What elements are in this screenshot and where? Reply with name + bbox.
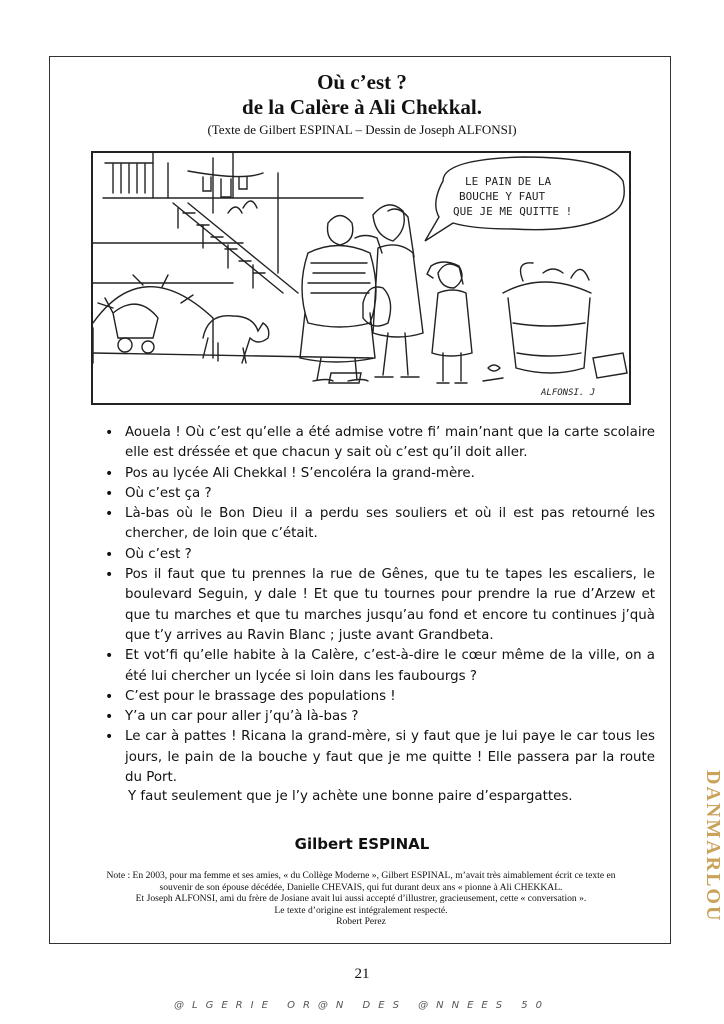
dialog-line: • C’est pour le brassage des populations !: [103, 687, 655, 707]
closing-line: Y faut seulement que je l’y achète une bonne paire d’espargattes.: [128, 789, 573, 804]
cartoon-drawing: [93, 153, 629, 403]
side-watermark: DANMARLOU: [702, 770, 724, 923]
note-line: Le texte d’origine est intégralement respecté.: [274, 904, 448, 916]
dialog-list: [103, 423, 655, 788]
dialog-line: • Pos au lycée Ali Chekkal ! S’encoléra la grand-mère.: [103, 464, 655, 484]
credit-line: (Texte de Gilbert ESPINAL – Dessin de Joseph ALFONSI): [207, 122, 517, 137]
dialog-line: • Aouela ! Où c’est qu’elle a été admise votre fi’ main’nant que la carte scolaire elle est dréssée et que chacun y sait où c’est qu’il doit aller.: [103, 423, 655, 464]
title-line-1: Où c’est ?: [317, 70, 407, 94]
note-line: souvenir de son épouse décédée, Danielle CHEVAIS, qui fut durant deux ans « pionne à Ali CHEKKAL.: [159, 881, 563, 893]
dialog-line: • Et vot’fi qu’elle habite à la Calère, c’est-à-dire le cœur même de la ville, on a été lui chercher un lycée si loin dans les faubourgs ?: [103, 646, 655, 687]
bubble-line-1: LE PAIN DE LA: [465, 175, 552, 188]
dialog-line: • Là-bas où le Bon Dieu il a perdu ses souliers et où il est pas retourné les chercher, de loin que c’était.: [103, 504, 655, 545]
page-footer: @LGERIE OR@N DES @NNEES 50: [174, 1000, 550, 1011]
note-line: Et Joseph ALFONSI, ami du frère de Josiane avait lui aussi accepté d’illustrer, gracieusement, cette « conversation ».: [135, 893, 587, 905]
dialog-line: • Y’a un car pour aller j’qu’à là-bas ?: [103, 707, 655, 727]
editor-note: [64, 870, 658, 928]
cartoon-illustration: [91, 151, 631, 405]
bubble-line-3: QUE JE ME QUITTE !: [453, 205, 573, 218]
dialog-line: • Pos il faut que tu prennes la rue de Gênes, que tu te tapes les escaliers, le boulevard Seguin, y dale ! Et que tu tournes pour prendre la rue d’Arzew et que tu marches et que tu marches jusqu’au fond et encore tu continues j’quà que t’y arrives au Ravin Blanc ; juste avant Grandbeta.: [103, 565, 655, 646]
note-line: Robert Perez: [336, 916, 386, 928]
dialog-line: • Où c’est ça ?: [103, 484, 655, 504]
title-line-2: de la Calère à Ali Chekkal.: [242, 95, 482, 119]
note-line: Note : En 2003, pour ma femme et ses amies, « du Collège Moderne », Gilbert ESPINAL, m’avait très aimablement écrit ce texte en: [106, 870, 616, 881]
author-name: Gilbert ESPINAL: [294, 835, 430, 853]
dialog-line: • Où c’est ?: [103, 545, 655, 565]
dialog-line: • Le car à pattes ! Ricana la grand-mère, si y faut que je lui paye le car tous les jours, le pain de la bouche y faut que je me quitte ! Elle passera par la route du Port.: [103, 727, 655, 788]
page-number: 21: [354, 966, 370, 982]
bubble-line-2: BOUCHE Y FAUT: [459, 190, 546, 203]
artist-signature: ALFONSI. J: [541, 388, 596, 398]
